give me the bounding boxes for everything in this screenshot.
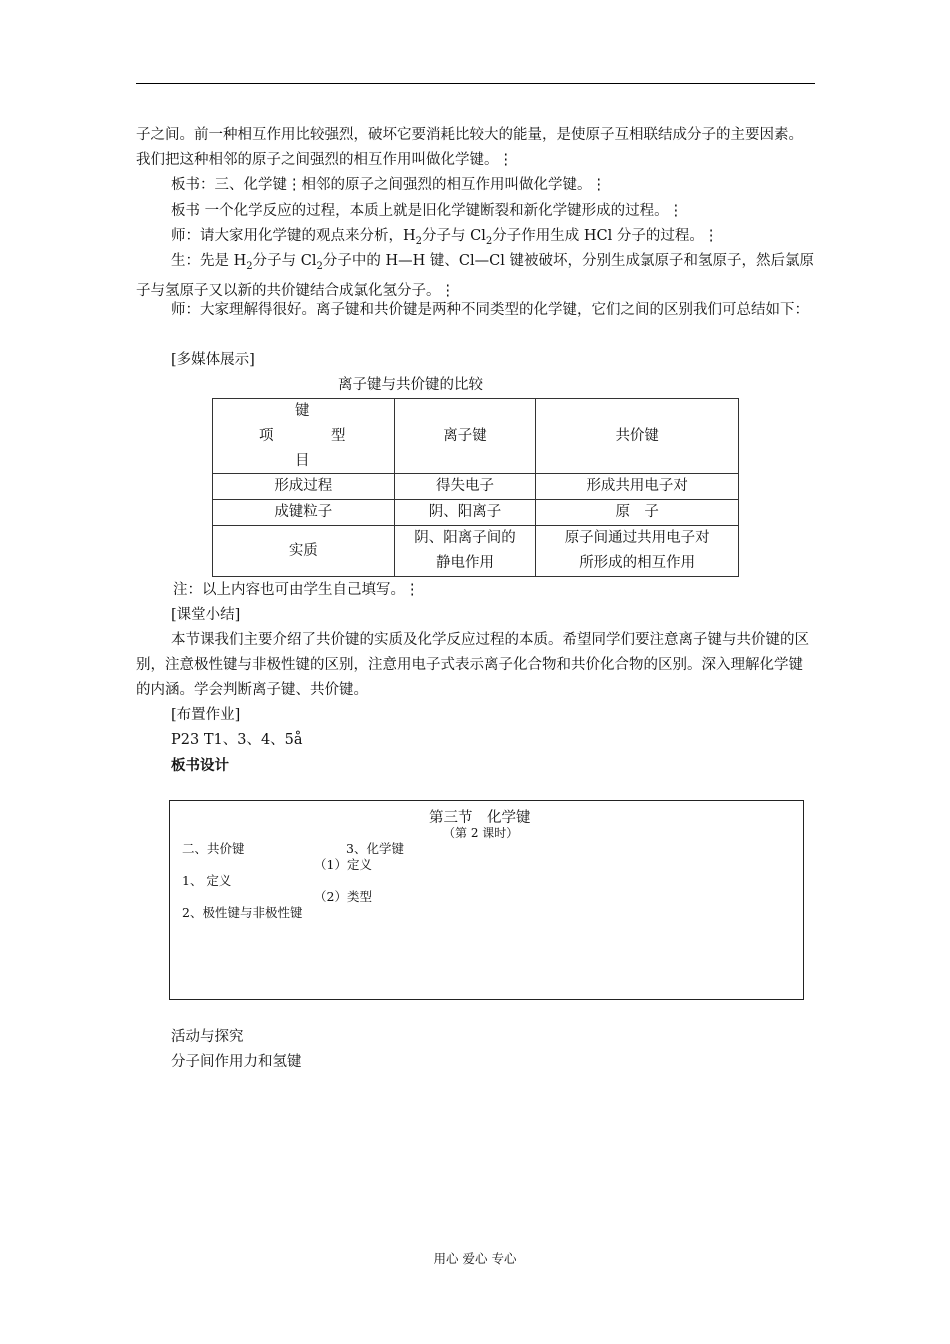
activity-title: 活动与探究 bbox=[171, 1029, 244, 1045]
cell-line: 所形成的相互作用 bbox=[579, 555, 696, 571]
board-left-line-1: 二、共价键 bbox=[182, 841, 245, 856]
board-right-line-1: 3、化学键 bbox=[346, 841, 404, 856]
header-rule bbox=[136, 83, 815, 84]
subscript-2: 2 bbox=[485, 235, 493, 247]
board-design-box bbox=[169, 800, 804, 1000]
paragraph-student-answer bbox=[136, 249, 816, 304]
subscript-2: 2 bbox=[246, 260, 253, 272]
subscript-2: 2 bbox=[316, 260, 323, 272]
paragraph-board-1: 板书：三、化学键⋮相邻的原子之间强烈的相互作用叫做化学键。⋮ bbox=[171, 177, 606, 193]
homework-body: P23 T1、3、4、5å bbox=[171, 732, 303, 748]
teacher-question-part-3: 分子作用生成 HCl 分子的过程。⋮ bbox=[492, 228, 719, 244]
header-xing: 型 bbox=[331, 428, 346, 444]
multimedia-label: [多媒体展示] bbox=[171, 352, 255, 368]
header-xiang: 项 bbox=[259, 428, 274, 444]
summary-body: 本节课我们主要介绍了共价键的实质及化学反应过程的本质。希望同学们要注意离子键与共价键的区别，注意极性键与非极性键的区别，注意用电子式表示离子化合物和共价化合物的区别。深入理解化学键的内涵。学会判断离子键、共价键。 bbox=[136, 632, 809, 698]
student-answer-part-3: 分子中的 H—H 键、Cl—Cl 键被破坏，分别生成氯原子和氢原子，然后氯原子与氢原子又以新的共价键结合成氯化氢分子。⋮ bbox=[136, 253, 814, 299]
summary-title: [课堂小结] bbox=[171, 607, 241, 623]
row-label: 形成过程 bbox=[213, 474, 395, 500]
paragraph-teacher-summary: 师：大家理解得很好。离子键和共价键是两种不同类型的化学键，它们之间的区别我们可总结如下： bbox=[171, 302, 809, 318]
table-note: 注：以上内容也可由学生自己填写。⋮ bbox=[173, 582, 420, 598]
board-right-line-3: （2）类型 bbox=[314, 889, 372, 904]
student-answer-part-1: 生：先是 H bbox=[171, 253, 247, 269]
header-jian: 键 bbox=[295, 403, 310, 419]
table-row bbox=[213, 474, 739, 500]
paragraph-board-2: 板书 一个化学反应的过程，本质上就是旧化学键断裂和新化学键形成的过程。⋮ bbox=[171, 203, 684, 219]
homework-title: [布置作业] bbox=[171, 707, 241, 723]
cell-ionic bbox=[394, 526, 536, 577]
cell-line: 静电作用 bbox=[436, 555, 494, 571]
board-subtitle: （第 2 课时） bbox=[443, 826, 519, 840]
cell-line: 原子间通过共用电子对 bbox=[564, 530, 710, 546]
teacher-question-part-1: 师：请大家用化学键的观点来分析，H bbox=[171, 228, 416, 244]
cell-ionic: 得失电子 bbox=[394, 474, 536, 500]
header-ionic: 离子键 bbox=[394, 399, 536, 474]
cell-covalent bbox=[536, 526, 739, 577]
paragraph-intro: 子之间。前一种相互作用比较强烈，破坏它要消耗比较大的能量，是使原子互相联结成分子的主要因素。我们把这种相邻的原子之间强烈的相互作用叫做化学键。⋮ bbox=[136, 127, 803, 168]
board-title: 第三节 化学键 bbox=[429, 810, 531, 826]
activity-body: 分子间作用力和氢键 bbox=[171, 1054, 302, 1070]
table-row bbox=[213, 526, 739, 577]
row-label: 成键粒子 bbox=[213, 500, 395, 526]
cell-covalent: 形成共用电子对 bbox=[536, 474, 739, 500]
diagonal-header-cell bbox=[213, 399, 395, 474]
table-caption: 离子键与共价键的比较 bbox=[338, 377, 483, 393]
cell-line: 阴、阳离子间的 bbox=[414, 530, 516, 546]
page-footer: 用心 爱心 专心 bbox=[433, 1251, 517, 1266]
table-row bbox=[213, 500, 739, 526]
table-header-row bbox=[213, 399, 739, 474]
row-label: 实质 bbox=[213, 526, 395, 577]
board-left-line-2: 1、 定义 bbox=[182, 873, 232, 888]
cell-ionic: 阴、阳离子 bbox=[394, 500, 536, 526]
subscript-2: 2 bbox=[415, 235, 423, 247]
student-answer-part-2: 分子与 Cl bbox=[252, 253, 317, 269]
board-left-line-3: 2、极性键与非极性键 bbox=[182, 905, 303, 920]
board-right-line-2: （1）定义 bbox=[314, 857, 372, 872]
comparison-table bbox=[212, 398, 739, 577]
board-design-heading: 板书设计 bbox=[171, 757, 229, 774]
cell-covalent: 原 子 bbox=[536, 500, 739, 526]
header-mu: 目 bbox=[295, 453, 310, 469]
header-covalent: 共价键 bbox=[536, 399, 739, 474]
teacher-question-part-2: 分子与 Cl bbox=[422, 228, 486, 244]
